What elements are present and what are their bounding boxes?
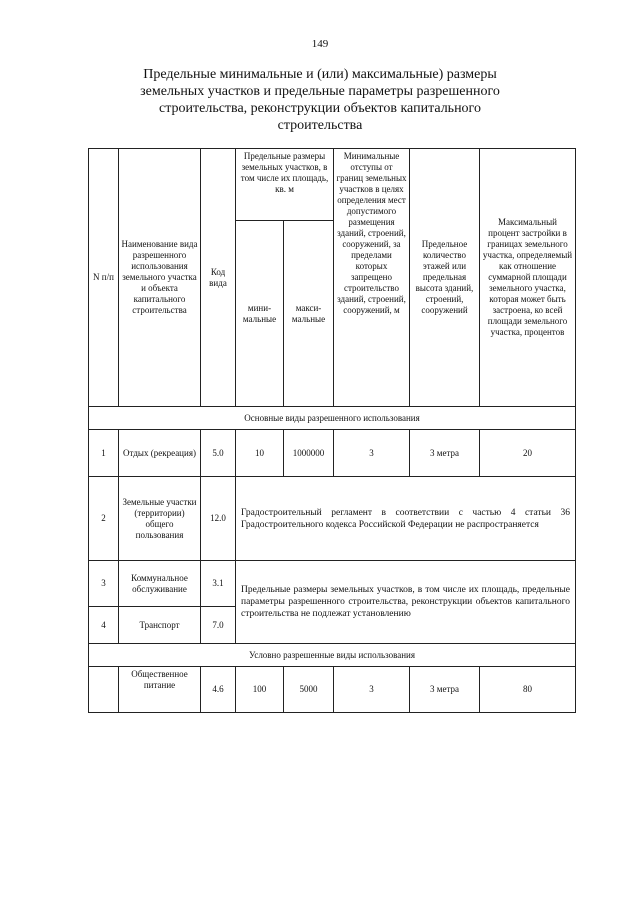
regulations-table	[88, 148, 576, 713]
row-coverage: 80	[480, 667, 576, 713]
header-min: мини-мальные	[236, 221, 284, 407]
table-row	[89, 667, 576, 713]
row-num: 4	[89, 607, 119, 644]
table-row	[89, 477, 576, 561]
section-row-main	[89, 407, 576, 430]
header-code: Код вида	[201, 149, 236, 407]
row-setback: 3	[334, 430, 410, 477]
row-code: 7.0	[201, 607, 236, 644]
row-num: 3	[89, 561, 119, 607]
section-row-conditional	[89, 644, 576, 667]
row-code: 4.6	[201, 667, 236, 713]
header-name: Наименование вида разрешенного использования земельного участка и объекта капитального строительства	[119, 149, 201, 407]
row-floors: 3 метра	[410, 667, 480, 713]
row-max: 5000	[284, 667, 334, 713]
row-name: Отдых (рекреация)	[119, 430, 201, 477]
row-setback: 3	[334, 667, 410, 713]
row-note: Градостроительный регламент в соответствии с частью 4 статьи 36 Градостроительного кодекса Российской Федерации не распространяется	[236, 477, 576, 561]
merged-note: Предельные размеры земельных участков, в том числе их площадь, предельные параметры разрешенного строительства, реконструкции объектов капитального строительства не подлежат установлению	[236, 561, 576, 644]
header-num: N п/п	[89, 149, 119, 407]
row-name: Общественное питание	[119, 667, 201, 713]
row-min: 100	[236, 667, 284, 713]
header-coverage: Максимальный процент застройки в границах земельного участка, определяемый как отношение суммарной площади земельного участка, которая может быть застроена, ко всей площади земельного участка, процентов	[480, 149, 576, 407]
section-main: Основные виды разрешенного использования	[89, 407, 576, 430]
page-title: Предельные минимальные и (или) максимальные) размеры земельных участков и предельные параметры разрешенного строительства, реконструкции объектов капитального строительства	[140, 67, 500, 133]
row-num: 1	[89, 430, 119, 477]
row-code: 12.0	[201, 477, 236, 561]
table-row	[89, 561, 576, 607]
header-max: макси-мальные	[284, 221, 334, 407]
row-name: Транспорт	[119, 607, 201, 644]
header-sizes: Предельные размеры земельных участков, в том числе их площадь, кв. м	[236, 149, 334, 221]
row-code: 3.1	[201, 561, 236, 607]
header-floors: Предельное количество этажей или предельная высота зданий, строений, сооружений	[410, 149, 480, 407]
row-coverage: 20	[480, 430, 576, 477]
row-name: Коммунальное обслуживание	[119, 561, 201, 607]
page-number: 149	[311, 38, 329, 50]
row-name: Земельные участки (территории) общего пользования	[119, 477, 201, 561]
row-max: 1000000	[284, 430, 334, 477]
section-conditional: Условно разрешенные виды использования	[89, 644, 576, 667]
row-num	[89, 667, 119, 713]
header-setback: Минимальные отступы от границ земельных участков в целях определения мест допустимого размещения зданий, строений, сооружений, за пределами которых запрещено строительство зданий, строений, сооружений, м	[334, 149, 410, 407]
row-min: 10	[236, 430, 284, 477]
table-row	[89, 430, 576, 477]
row-floors: 3 метра	[410, 430, 480, 477]
row-num: 2	[89, 477, 119, 561]
row-code: 5.0	[201, 430, 236, 477]
header-row-1	[89, 149, 576, 221]
